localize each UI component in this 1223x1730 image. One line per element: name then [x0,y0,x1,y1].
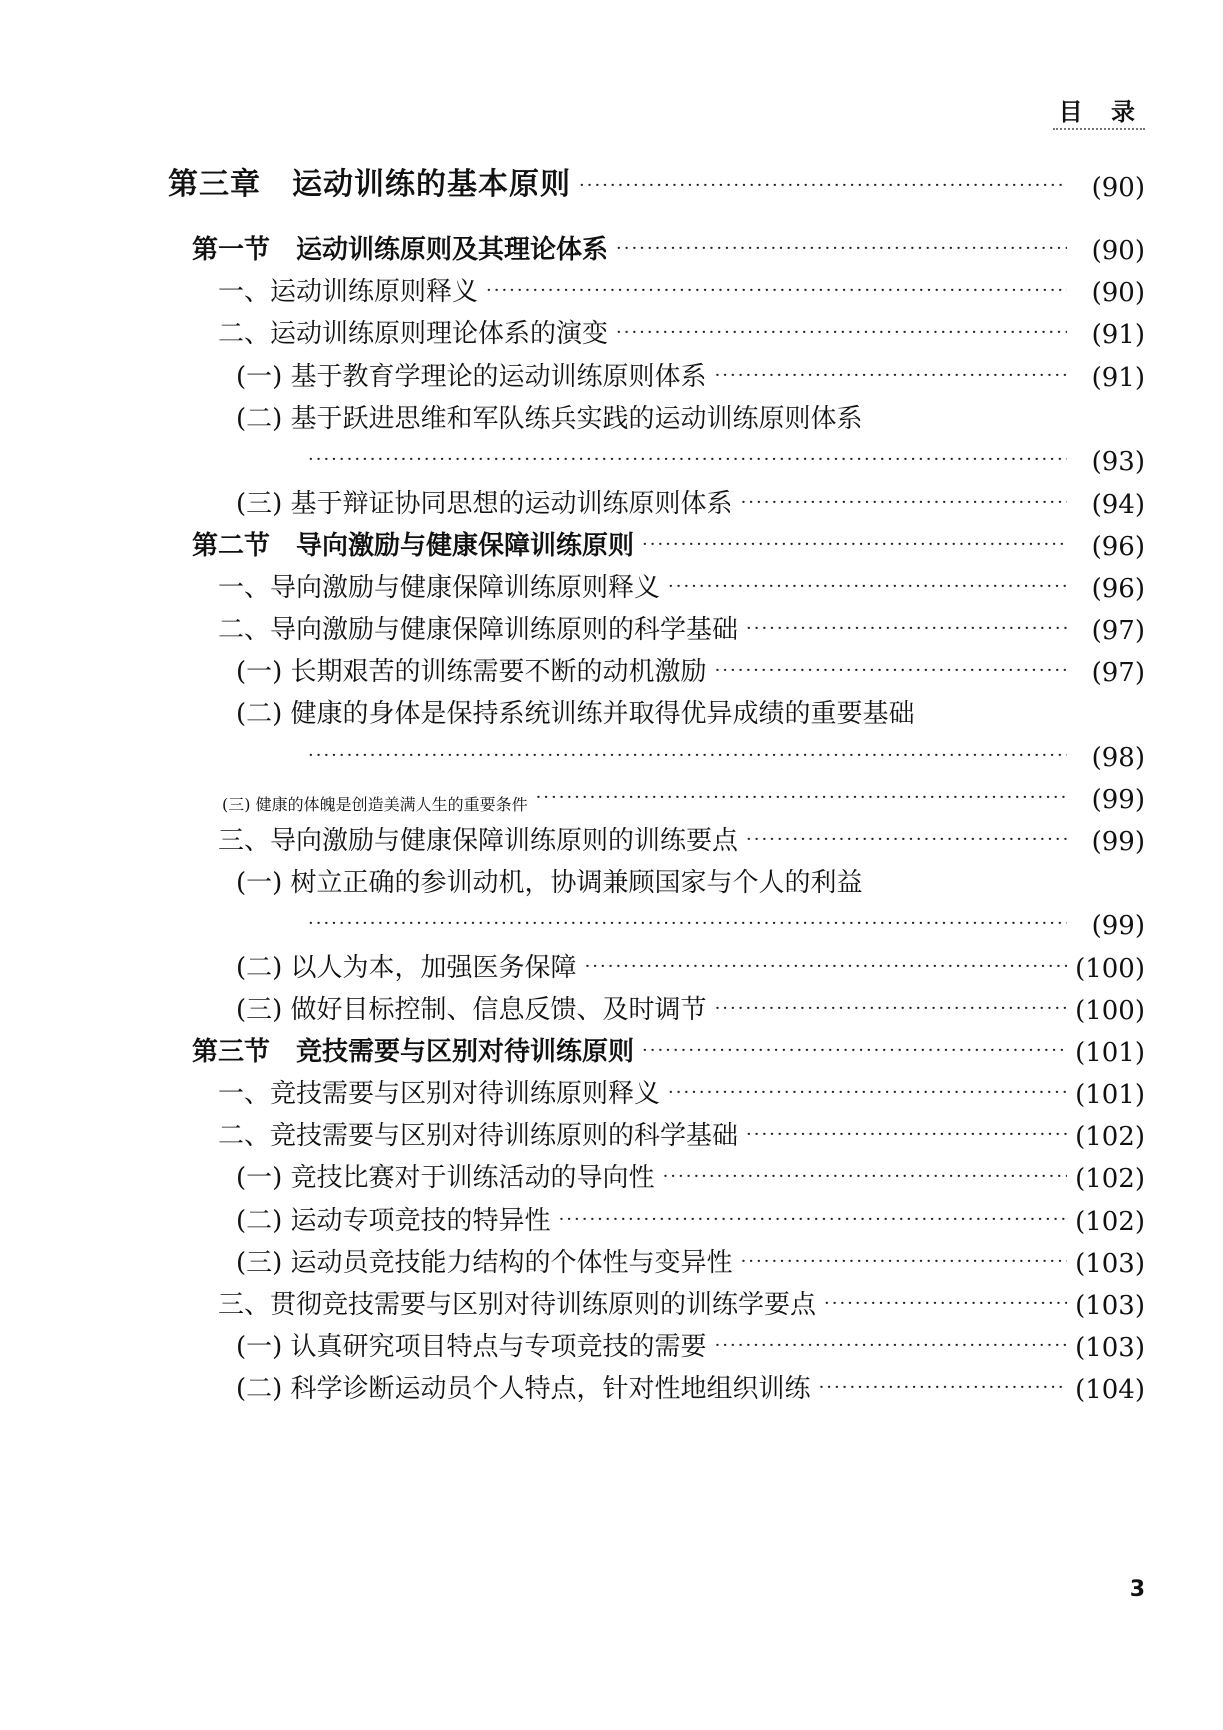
running-header: 目 录 [1058,97,1145,126]
toc-entry-title: (一) 长期艰苦的训练需要不断的动机激励 [236,657,707,687]
toc-entry-title: (二) 健康的身体是保持系统训练并取得优异成绩的重要基础 [236,699,915,729]
toc-entry-title: (一) 认真研究项目特点与专项竞技的需要 [236,1332,707,1362]
toc-entry[interactable] [168,163,1145,203]
toc-entry[interactable] [236,944,1145,984]
toc-entry[interactable] [236,648,1145,688]
toc-entry[interactable] [236,1197,1145,1237]
dot-leader [579,175,1067,203]
toc-entry[interactable] [236,480,1145,520]
toc-entry-page: (98) [1091,743,1145,773]
toc-entry-title: (二) 以人为本，加强医务保障 [236,953,577,983]
toc-entry-page: (96) [1091,574,1145,604]
dot-leader [486,280,1067,308]
dot-leader [536,787,1067,815]
toc-entry-page: (99) [1091,785,1145,815]
toc-entry-page: (91) [1091,363,1145,393]
toc-entry[interactable] [222,775,1145,815]
toc-entry[interactable] [218,268,1145,308]
dot-leader [824,1293,1067,1321]
toc-entry-title: 一、竞技需要与区别对待训练原则释义 [218,1079,661,1109]
toc-entry[interactable] [218,817,1145,857]
toc-entry-page: (100) [1075,954,1145,984]
toc-entry-page: (93) [1091,447,1145,477]
toc-entry-title: (一) 树立正确的参训动机，协调兼顾国家与个人的利益 [236,868,863,898]
toc-entry[interactable] [300,901,1145,941]
toc-entry-title: 二、竞技需要与区别对待训练原则的科学基础 [218,1121,739,1151]
toc-entry-page: (99) [1091,827,1145,857]
toc-entry[interactable] [218,1281,1145,1321]
toc-entry-title: 二、运动训练原则理论体系的演变 [218,319,609,349]
toc-entry[interactable] [236,1239,1145,1279]
toc-entry-title: 二、导向激励与健康保障训练原则的科学基础 [218,615,739,645]
dot-leader [715,1335,1067,1363]
toc-entry-title: 第三节 竞技需要与区别对待训练原则 [192,1037,635,1067]
toc-entry-title: (二) 科学诊断运动员个人特点，针对性地组织训练 [236,1374,811,1404]
toc-entry[interactable] [236,859,1145,899]
toc-entry-page: (97) [1091,616,1145,646]
dot-leader [871,893,1067,899]
toc-entry-title: (一) 竞技比赛对于训练活动的导向性 [236,1163,655,1193]
toc-entry[interactable] [236,395,1145,435]
toc-entry[interactable] [236,353,1145,393]
toc-entry-title: 一、运动训练原则释义 [218,277,479,307]
toc-entry-page: (102) [1075,1207,1145,1237]
toc-entry-page: (91) [1091,320,1145,350]
toc-entry[interactable] [300,733,1145,773]
toc-entry[interactable] [236,1365,1145,1405]
toc-entry-page: (97) [1091,658,1145,688]
toc-entry[interactable] [192,522,1145,562]
toc-entry-page: (94) [1091,490,1145,520]
toc-entry-page: (101) [1075,1080,1145,1110]
dot-leader [308,745,1067,773]
dot-leader [585,956,1067,984]
page-number: 3 [1129,1577,1145,1602]
dot-leader [741,1251,1067,1279]
toc-entry-page: (90) [1091,236,1145,266]
dot-leader [308,449,1067,477]
toc-entry-title: (三) 运动员竞技能力结构的个体性与变异性 [236,1248,733,1278]
toc-entry-title: 三、贯彻竞技需要与区别对待训练原则的训练学要点 [218,1290,817,1320]
toc-entry[interactable] [236,1154,1145,1194]
toc-entry[interactable] [218,310,1145,350]
toc-entry[interactable] [236,690,1145,730]
toc-entry-page: (102) [1075,1164,1145,1194]
toc-entry[interactable] [236,986,1145,1026]
toc-entry-title: (二) 运动专项竞技的特异性 [236,1206,551,1236]
toc-entry[interactable] [218,1112,1145,1152]
toc-entry[interactable] [218,606,1145,646]
toc-entry-page: (103) [1075,1333,1145,1363]
dot-leader [616,322,1067,350]
toc-entry-title: (三) 做好目标控制、信息反馈、及时调节 [236,995,707,1025]
toc-entry[interactable] [192,1028,1145,1068]
toc-entry[interactable] [218,1070,1145,1110]
toc-entry-title: 第三章 运动训练的基本原则 [168,167,571,202]
toc-entry[interactable] [218,564,1145,604]
dot-leader [746,829,1067,857]
toc-entry-title: 第一节 运动训练原则及其理论体系 [192,235,609,265]
toc-entry-page: (99) [1091,911,1145,941]
dot-leader [923,724,1067,730]
toc-entry-title: 第二节 导向激励与健康保障训练原则 [192,531,635,561]
toc-entry-page: (103) [1075,1291,1145,1321]
toc-entry-title: (三) 基于辩证协同思想的运动训练原则体系 [236,489,733,519]
dot-leader [715,998,1067,1026]
toc-entry-page: (103) [1075,1249,1145,1279]
dot-leader [746,1124,1067,1152]
toc-entry-page: (96) [1091,532,1145,562]
toc-entry-page: (90) [1091,173,1145,203]
header-rule [1053,128,1145,131]
toc-entry[interactable] [192,226,1145,266]
toc-entry-title: 一、导向激励与健康保障训练原则释义 [218,573,661,603]
toc-entry-page: (104) [1075,1375,1145,1405]
dot-leader [871,429,1067,435]
dot-leader [559,1209,1067,1237]
dot-leader [663,1166,1067,1194]
toc-entry-page: (90) [1091,278,1145,308]
dot-leader [715,660,1067,688]
dot-leader [741,492,1067,520]
dot-leader [642,1040,1067,1068]
toc-entry-title: 三、导向激励与健康保障训练原则的训练要点 [218,826,739,856]
dot-leader [642,534,1067,562]
toc-entry-title: (三) 健康的体魄是创造美满人生的重要条件 [222,795,528,814]
toc-entry-title: (一) 基于教育学理论的运动训练原则体系 [236,362,707,392]
toc-entry-page: (102) [1075,1122,1145,1152]
toc-entry[interactable] [300,437,1145,477]
dot-leader [715,365,1067,393]
dot-leader [616,238,1067,266]
dot-leader [668,576,1067,604]
dot-leader [819,1377,1067,1405]
dot-leader [308,913,1067,941]
toc-entry-title: (二) 基于跃进思维和军队练兵实践的运动训练原则体系 [236,404,863,434]
toc-entry[interactable] [236,1323,1145,1363]
toc-entry-page: (100) [1075,996,1145,1026]
dot-leader [668,1082,1067,1110]
dot-leader [746,618,1067,646]
toc-entry-page: (101) [1075,1038,1145,1068]
